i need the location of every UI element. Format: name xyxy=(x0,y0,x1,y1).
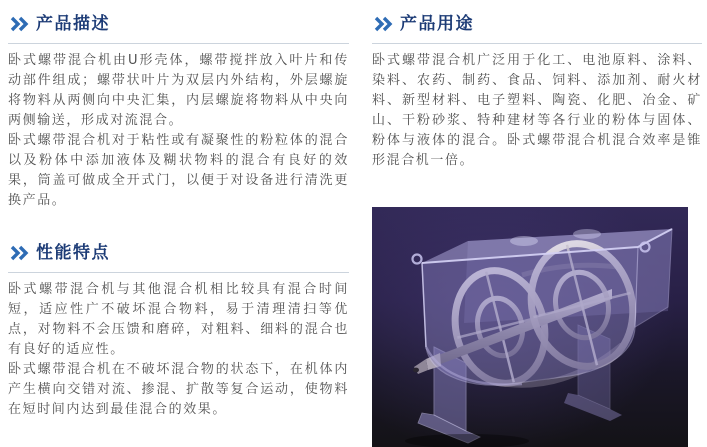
product-image-ribbon-mixer xyxy=(372,207,688,447)
section-product-usage xyxy=(372,12,702,171)
section-body xyxy=(8,51,349,211)
double-chevron-icon xyxy=(374,16,393,32)
paragraph: 卧式螺带混合机广泛用于化工、电池原料、涂料、染料、农药、制药、食品、饲料、添加剂、耐火材料、新型材料、电子塑料、陶瓷、化肥、冶金、矿山、干粉砂浆、特种建材等各行业的粉体与固体、粉体与液体的混合。卧式螺带混合机混合效率是锥形混合机一倍。 xyxy=(372,53,702,168)
paragraph: 卧式螺带混合机对于粘性或有凝聚性的粉粒体的混合以及粉体中添加液体及糊状物料的混合有良好的效果，筒盖可做成全开式门，以便于对设备进行清洗更换产品。 xyxy=(8,133,349,208)
paragraph: 卧式螺带混合机在不破坏混合物的状态下，在机体内产生横向交错对流、掺混、扩散等复合运动，使物料在短时间内达到最佳混合的效果。 xyxy=(8,362,349,417)
section-header-description xyxy=(8,12,349,44)
section-product-description xyxy=(8,12,349,211)
paragraph: 卧式螺带混合机由U形壳体，螺带搅拌放入叶片和传动部件组成；螺带状叶片为双层内外结构，外层螺旋将物料从两侧向中央汇集，内层螺旋将物料从中央向两侧输送，形成对流混合。 xyxy=(8,53,349,128)
section-title: 产品用途 xyxy=(400,14,474,34)
section-body xyxy=(372,51,702,171)
section-title: 性能特点 xyxy=(36,243,110,263)
double-chevron-icon xyxy=(10,16,29,32)
paragraph: 卧式螺带混合机与其他混合机相比较具有混合时间短，适应性广不破坏混合物料，易于清理清扫等优点，对物料不会压馈和磨碎，对粗料、细料的混合也有良好的适应性。 xyxy=(8,282,349,357)
section-header-features xyxy=(8,241,349,273)
section-header-usage xyxy=(372,12,702,44)
left-column xyxy=(8,12,349,420)
double-chevron-icon xyxy=(10,245,29,261)
right-column xyxy=(372,12,702,447)
section-title: 产品描述 xyxy=(36,14,110,34)
section-performance-features xyxy=(8,241,349,420)
section-body xyxy=(8,280,349,420)
